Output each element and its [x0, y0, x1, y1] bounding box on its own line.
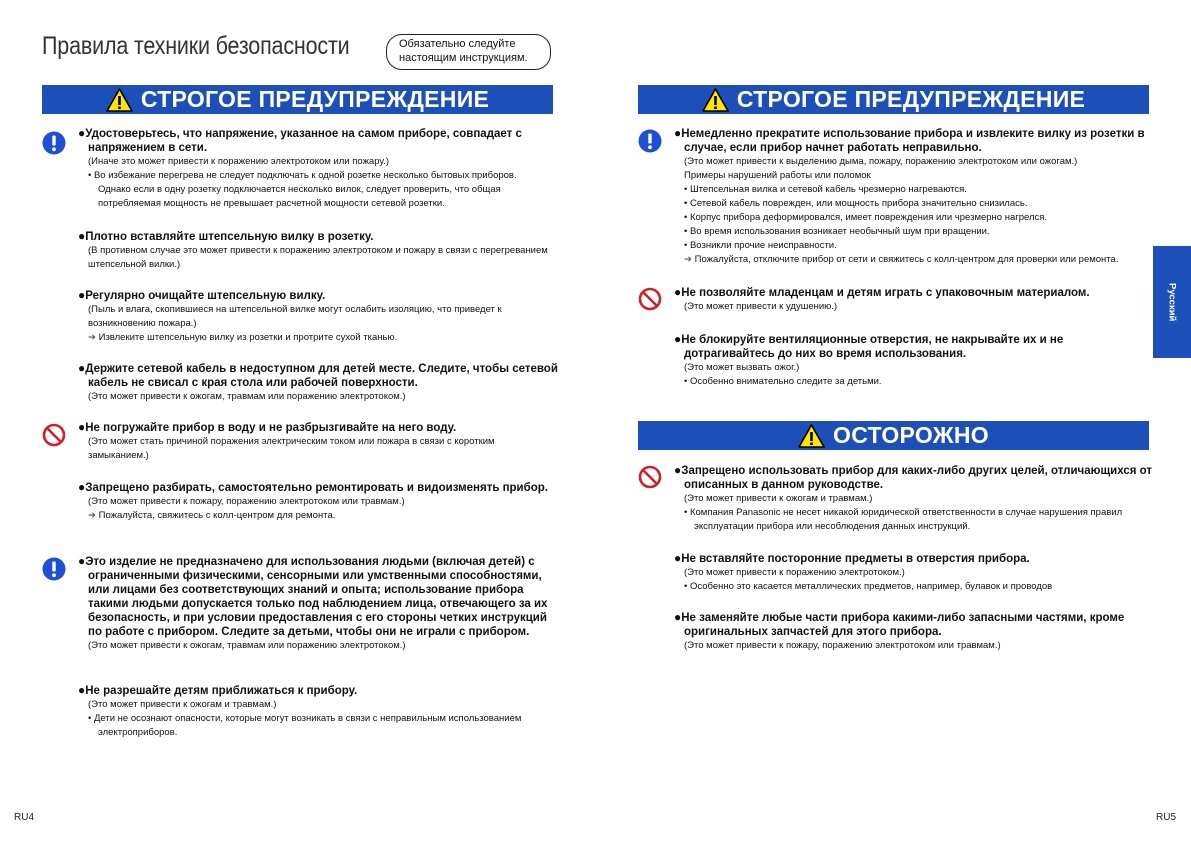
- safety-item: ●Плотно вставляйте штепсельную вилку в розетку. (В противном случае это может привести к поражению электротоком и пожару в связи с перегреванием штепсельной вилки.): [78, 229, 558, 272]
- prohibition-icon: [638, 287, 662, 316]
- safety-item: ●Не разрешайте детям приближаться к прибору. (Это может привести к ожогам и травмам.) • Дети не осознают опасности, которые могут возникать в связи с неправильным использованием электроприборов.: [78, 683, 558, 740]
- safety-item: ●Это изделие не предназначено для использования людьми (включая детей) с ограниченными физическими, сенсорными или умственными способностями, или лицами без соответствующих знаний и опыта; использование прибора такими людьми допускается только под наблюдением лица, отвечающего за их безопасность, и при условии предоставления с его стороны четких инструкций по работе с прибором. Следите за детьми, чтобы они не играли с прибором. (Это может привести к ожогам, травмам или поражению электротоком.): [78, 554, 558, 653]
- caution-banner: [638, 421, 1149, 450]
- item-bullet: Штепсельная вилка и сетевой кабель чрезмерно нагреваются.: [689, 184, 967, 195]
- item-heading: Не погружайте прибор в воду и не разбрызгивайте на него воду.: [85, 422, 457, 434]
- safety-item: ●Немедленно прекратите использование прибора и извлеките вилку из розетки в случае, если прибор начнет работать неправильно. (Это может привести к выделению дыма, пожару, поражению электротоком или ожогам.) Примеры нарушений работы или поломок • Штепсельная вилка и сетевой кабель чрезмерно нагреваются. • Сетевой кабель поврежден, или мощность прибора значительно снизилась. • Корпус прибора деформировался, имеет повреждения или чрезмерно нагрелся. • Во время использования возникает необычный шум при вращении. • Возникли прочие неисправности. ➔ Пожалуйста, отключите прибор от сети и свяжитесь с колл-центром для проверки или ремонта.: [674, 126, 1152, 267]
- item-arrow-note: Извлеките штепсельную вилку из розетки и протрите сухой тканью.: [98, 332, 398, 343]
- exclamation-icon: [42, 131, 66, 160]
- banner-title: СТРОГОЕ ПРЕДУПРЕЖДЕНИЕ: [140, 86, 490, 112]
- item-note: (Пыль и влага, скопившиеся на штепсельной вилке могут ослабить изоляцию, что приведет к возникновению пожара.): [88, 304, 502, 329]
- item-heading: Регулярно очищайте штепсельную вилку.: [85, 290, 326, 302]
- item-bullet: Особенно внимательно следите за детьми.: [689, 376, 882, 387]
- item-heading: Не разрешайте детям приближаться к прибору.: [85, 685, 358, 697]
- safety-item: ●Регулярно очищайте штепсельную вилку. (Пыль и влага, скопившиеся на штепсельной вилке могут ослабить изоляцию, что приведет к возникновению пожара.) ➔ Извлеките штепсельную вилку из розетки и протрите сухой тканью.: [78, 288, 558, 345]
- banner-title: СТРОГОЕ ПРЕДУПРЕЖДЕНИЕ: [736, 86, 1086, 112]
- item-heading: Плотно вставляйте штепсельную вилку в розетку.: [85, 231, 374, 243]
- safety-item: ●Не погружайте прибор в воду и не разбрызгивайте на него воду. (Это может стать причиной поражения электрическим током или пожара в связи с коротким замыканием.): [78, 420, 558, 463]
- item-arrow-note: Пожалуйста, отключите прибор от сети и свяжитесь с колл-центром для проверки или ремонта.: [694, 254, 1119, 265]
- item-note: (Иначе это может привести к поражению электротоком или пожару.): [88, 156, 389, 167]
- notice-box: [386, 34, 551, 70]
- item-bullet: Возникли прочие неисправности.: [689, 240, 837, 251]
- safety-item: ●Не позволяйте младенцам и детям играть с упаковочным материалом. (Это может привести к удушению.): [674, 285, 1152, 314]
- notice-line: настоящим инструкциям.: [399, 52, 528, 64]
- item-heading: Не вставляйте посторонние предметы в отверстия прибора.: [681, 553, 1030, 565]
- language-tab: [1153, 246, 1191, 358]
- item-note: (Это может стать причиной поражения электрическим током или пожара в связи с коротким замыканием.): [88, 436, 495, 461]
- item-note: (Это может привести к пожару, поражению электротоком или травмам.): [684, 640, 1001, 651]
- warning-triangle-icon: [798, 424, 825, 448]
- warning-banner-left: [42, 85, 553, 114]
- item-note: (Это может привести к ожогам и травмам.): [684, 493, 873, 504]
- item-note: (Это может привести к поражению электротоком.): [684, 567, 905, 578]
- exclamation-icon: [42, 557, 66, 586]
- item-arrow-note: Пожалуйста, свяжитесь с колл-центром для ремонта.: [98, 510, 336, 521]
- notice-line: Обязательно следуйте: [399, 38, 516, 50]
- warning-triangle-icon: [106, 88, 133, 112]
- page-number-left: RU4: [14, 812, 35, 823]
- item-heading: Удостоверьтесь, что напряжение, указанное на самом приборе, совпадает с напряжением в сети.: [85, 128, 522, 154]
- safety-item: ●Держите сетевой кабель в недоступном для детей месте. Следите, чтобы сетевой кабель не свисал с края стола или рабочей поверхности. (Это может привести к ожогам, травмам или поражению электротоком.): [78, 361, 558, 402]
- item-heading: Не заменяйте любые части прибора какими-либо запасными частями, кроме оригинальных запчастей для этого прибора.: [681, 612, 1125, 638]
- item-bullet: Особенно это касается металлических предметов, например, булавок и проводов: [689, 581, 1053, 592]
- prohibition-icon: [638, 465, 662, 494]
- item-heading: Запрещено разбирать, самостоятельно ремонтировать и видоизменять прибор.: [85, 482, 548, 494]
- item-heading: Запрещено использовать прибор для каких-либо других целей, отличающихся от описанных в данном руководстве.: [681, 465, 1153, 491]
- warning-banner-right: [638, 85, 1149, 114]
- warning-triangle-icon: [702, 88, 729, 112]
- item-note: (Это может привести к ожогам, травмам или поражению электротоком.): [88, 640, 406, 651]
- banner-title: ОСТОРОЖНО: [833, 422, 989, 448]
- item-note: (Это может привести к выделению дыма, пожару, поражению электротоком или ожогам.) Примеры нарушений работы или поломок: [684, 156, 1078, 181]
- item-note: (Это может вызвать ожог.): [684, 362, 800, 373]
- item-heading: Держите сетевой кабель в недоступном для детей месте. Следите, чтобы сетевой кабель не свисал с края стола или рабочей поверхности.: [85, 363, 558, 389]
- page-number-right: RU5: [1156, 812, 1177, 823]
- item-note: (Это может привести к ожогам и травмам.): [88, 699, 277, 710]
- item-bullet: Дети не осознают опасности, которые могут возникать в связи с неправильным использованием электроприборов.: [93, 713, 522, 738]
- safety-item: ●Не вставляйте посторонние предметы в отверстия прибора. (Это может привести к поражению электротоком.) • Особенно это касается металлических предметов, например, булавок и проводов: [674, 551, 1152, 594]
- safety-item: ●Не заменяйте любые части прибора какими-либо запасными частями, кроме оригинальных запчастей для этого прибора. (Это может привести к пожару, поражению электротоком или травмам.): [674, 610, 1152, 653]
- language-label: Русский: [1166, 282, 1178, 322]
- item-heading: Не позволяйте младенцам и детям играть с упаковочным материалом.: [681, 287, 1090, 299]
- safety-item: ●Запрещено разбирать, самостоятельно ремонтировать и видоизменять прибор. (Это может привести к пожару, поражению электротоком или травмам.) ➔ Пожалуйста, свяжитесь с колл-центром для ремонта.: [78, 480, 558, 523]
- page-title: Правила техники безопасности: [42, 32, 350, 60]
- item-bullet: Корпус прибора деформировался, имеет повреждения или чрезмерно нагрелся.: [689, 212, 1048, 223]
- item-note: (Это может привести к удушению.): [684, 301, 838, 312]
- item-heading: Немедленно прекратите использование прибора и извлеките вилку из розетки в случае, если прибор начнет работать неправильно.: [681, 128, 1145, 154]
- exclamation-icon: [638, 129, 662, 158]
- safety-item: ●Запрещено использовать прибор для каких-либо других целей, отличающихся от описанных в данном руководстве. (Это может привести к ожогам и травмам.) • Компания Panasonic не несет никакой юридической ответственности в случае нарушения правил эксплуатации прибора или несоблюдения данных инструкций.: [674, 463, 1153, 532]
- item-note: (Это может привести к ожогам, травмам или поражению электротоком.): [88, 391, 406, 402]
- item-note: (В противном случае это может привести к поражению электротоком и пожару в связи с перегреванием штепсельной вилки.): [88, 245, 548, 270]
- item-heading: Это изделие не предназначено для использования людьми (включая детей) с ограниченными физическими, сенсорными или умственными способностями, или лицами без соответствующих знаний и опыта; использование прибора такими людьми допускается только под наблюдением лица, отвечающего за их безопасность, и при условии предоставления с его стороны четких инструкций по работе с прибором. Следите за детьми, чтобы они не играли с прибором.: [85, 556, 548, 638]
- prohibition-icon: [42, 423, 66, 452]
- safety-item: ●Не блокируйте вентиляционные отверстия, не накрывайте их и не дотрагивайтесь до них во время использования. (Это может вызвать ожог.) • Особенно внимательно следите за детьми.: [674, 332, 1152, 389]
- item-note: (Это может привести к пожару, поражению электротоком или травмам.): [88, 496, 405, 507]
- item-bullet: Во избежание перегрева не следует подключать к одной розетке несколько бытовых приборов. Однако если в одну розетку подключается несколько вилок, следует проверить, что общая потребляемая мощность не превышает расчетной мощности сетевой розетки.: [93, 170, 517, 209]
- item-heading: Не блокируйте вентиляционные отверстия, не накрывайте их и не дотрагивайтесь до них во время использования.: [681, 334, 1064, 360]
- safety-item: ●Удостоверьтесь, что напряжение, указанное на самом приборе, совпадает с напряжением в сети. (Иначе это может привести к поражению электротоком или пожару.) • Во избежание перегрева не следует подключать к одной розетке несколько бытовых приборов. Однако если в одну розетку подключается несколько вилок, следует проверить, что общая потребляемая мощность не превышает расчетной мощности сетевой розетки.: [78, 126, 558, 211]
- item-bullet: Компания Panasonic не несет никакой юридической ответственности в случае нарушения правил эксплуатации прибора или несоблюдения данных инструкций.: [689, 507, 1123, 532]
- item-bullet: Сетевой кабель поврежден, или мощность прибора значительно снизилась.: [689, 198, 1028, 209]
- item-bullet: Во время использования возникает необычный шум при вращении.: [689, 226, 990, 237]
